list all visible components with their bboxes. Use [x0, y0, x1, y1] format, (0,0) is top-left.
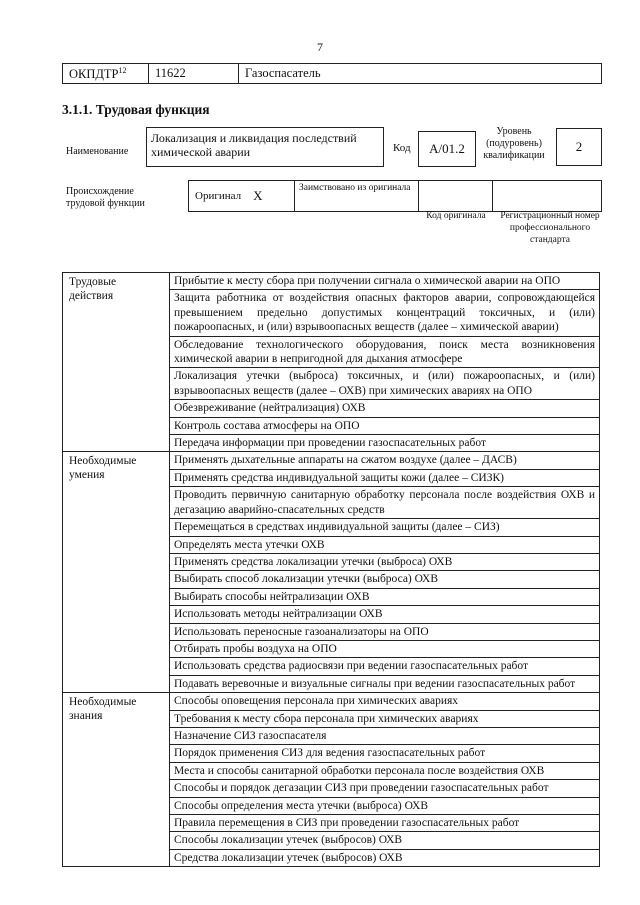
table-row: Использовать переносные газоанализаторы на ОПО [170, 624, 599, 641]
origin-table [188, 180, 602, 212]
table-row: Способы оповещения персонала при химических авариях [170, 693, 599, 710]
table-row: Правила перемещения в СИЗ при проведении газоспасательных работ [170, 815, 599, 832]
okpdtr-row [62, 63, 602, 84]
origin-code-cell [419, 181, 493, 211]
okpdtr-title: Газоспасатель [245, 66, 321, 80]
table-row: Проводить первичную санитарную обработку персонала после воздействия ОХВ и дегазацию аварийно-спасательных средств [170, 487, 599, 519]
origin-reg-cell [493, 181, 601, 211]
group-labor-actions [62, 272, 600, 451]
table-row: Способы и порядок дегазации СИЗ при проведении газоспасательных работ [170, 780, 599, 797]
page-number: 7 [317, 40, 323, 54]
level-value: 2 [556, 128, 602, 166]
table-row: Локализация утечки (выброса) токсичных, и (или) пожароопасных, и (или) взрывоопасных веществ (далее – ОХВ) при химических авариях на ОПО [170, 368, 599, 400]
table-row: Перемещаться в средствах индивидуальной защиты (далее – СИЗ) [170, 519, 599, 536]
okpdtr-code: 11622 [149, 64, 239, 83]
original-label: Оригинал [195, 190, 242, 202]
group-knowledge [62, 692, 600, 867]
table-row: Средства локализации утечек (выбросов) ОХВ [174, 851, 403, 864]
table-row: Применять дыхательные аппараты на сжатом воздухе (далее – ДАСВ) [170, 452, 599, 469]
group-items [170, 452, 600, 692]
group-items [170, 273, 600, 451]
borrowed-label: Заимствовано из оригинала [295, 181, 419, 211]
origin-label: Происхождение трудовой функции [66, 186, 145, 209]
table-row: Обезвреживание (нейтрализация) ОХВ [170, 400, 599, 417]
table-row: Способы локализации утечек (выбросов) ОХВ [170, 832, 599, 849]
table-row: Контроль состава атмосферы на ОПО [170, 418, 599, 435]
table-row: Передача информации при проведении газоспасательных работ [174, 437, 486, 450]
table-row: Порядок применения СИЗ для ведения газоспасательных работ [170, 745, 599, 762]
function-table [62, 272, 600, 867]
okpdtr-label: ОКПДТР$^{12}$ [63, 64, 149, 83]
table-row: Подавать веревочные и визуальные сигналы при ведении газоспасательных работ [174, 677, 576, 690]
origin-original-cell [189, 181, 295, 211]
function-name: Локализация и ликвидация последствий химической аварии [146, 127, 384, 167]
group-label: Необходимые умения [62, 452, 170, 692]
table-row: Обследование технологического оборудования, поиск места возникновения химической аварии в непригодной для дыхания атмосфере [170, 337, 599, 369]
group-skills [62, 451, 600, 692]
table-row: Требования к месту сбора персонала при химических авариях [170, 711, 599, 728]
original-mark: X [253, 188, 263, 203]
table-row: Использовать методы нейтрализации ОХВ [170, 606, 599, 623]
table-row: Места и способы санитарной обработки персонала после воздействия ОХВ [170, 763, 599, 780]
table-row: Применять средства локализации утечки (выброса) ОХВ [170, 554, 599, 571]
table-row: Способы определения места утечки (выброса) ОХВ [170, 798, 599, 815]
table-row: Выбирать способ локализации утечки (выброса) ОХВ [170, 571, 599, 588]
table-row: Применять средства индивидуальной защиты кожи (далее – СИЗК) [170, 470, 599, 487]
code-original-caption: Код оригинала [426, 211, 486, 221]
table-row: Определять места утечки ОХВ [170, 537, 599, 554]
table-row: Выбирать способы нейтрализации ОХВ [170, 589, 599, 606]
reg-number-caption: Регистрационный номер профессионального стандарта [500, 211, 600, 245]
code-label: Код [393, 142, 411, 154]
function-code: А/01.2 [418, 131, 476, 167]
section-title: 3.1.1. Трудовая функция [62, 102, 210, 117]
group-label: Трудовые действия [62, 273, 170, 451]
table-row: Отбирать пробы воздуха на ОПО [170, 641, 599, 658]
name-label: Наименование [66, 146, 129, 157]
table-row: Защита работника от воздействия опасных факторов аварии, сопровождающейся превышением предельно допустимых концентраций токсичных, и (или) пожароопасных, и (или) взрывоопасных веществ (далее – химической аварии) [170, 290, 599, 336]
level-label: Уровень (подуровень) квалификации [483, 126, 545, 161]
table-row: Использовать средства радиосвязи при ведении газоспасательных работ [170, 658, 599, 675]
table-row: Назначение СИЗ газоспасателя [170, 728, 599, 745]
okpdtr-footnote: 12 [118, 66, 127, 75]
table-row: Прибытие к месту сбора при получении сигнала о химической аварии на ОПО [170, 273, 599, 290]
group-label: Необходимые знания [62, 693, 170, 866]
group-items [170, 693, 600, 866]
